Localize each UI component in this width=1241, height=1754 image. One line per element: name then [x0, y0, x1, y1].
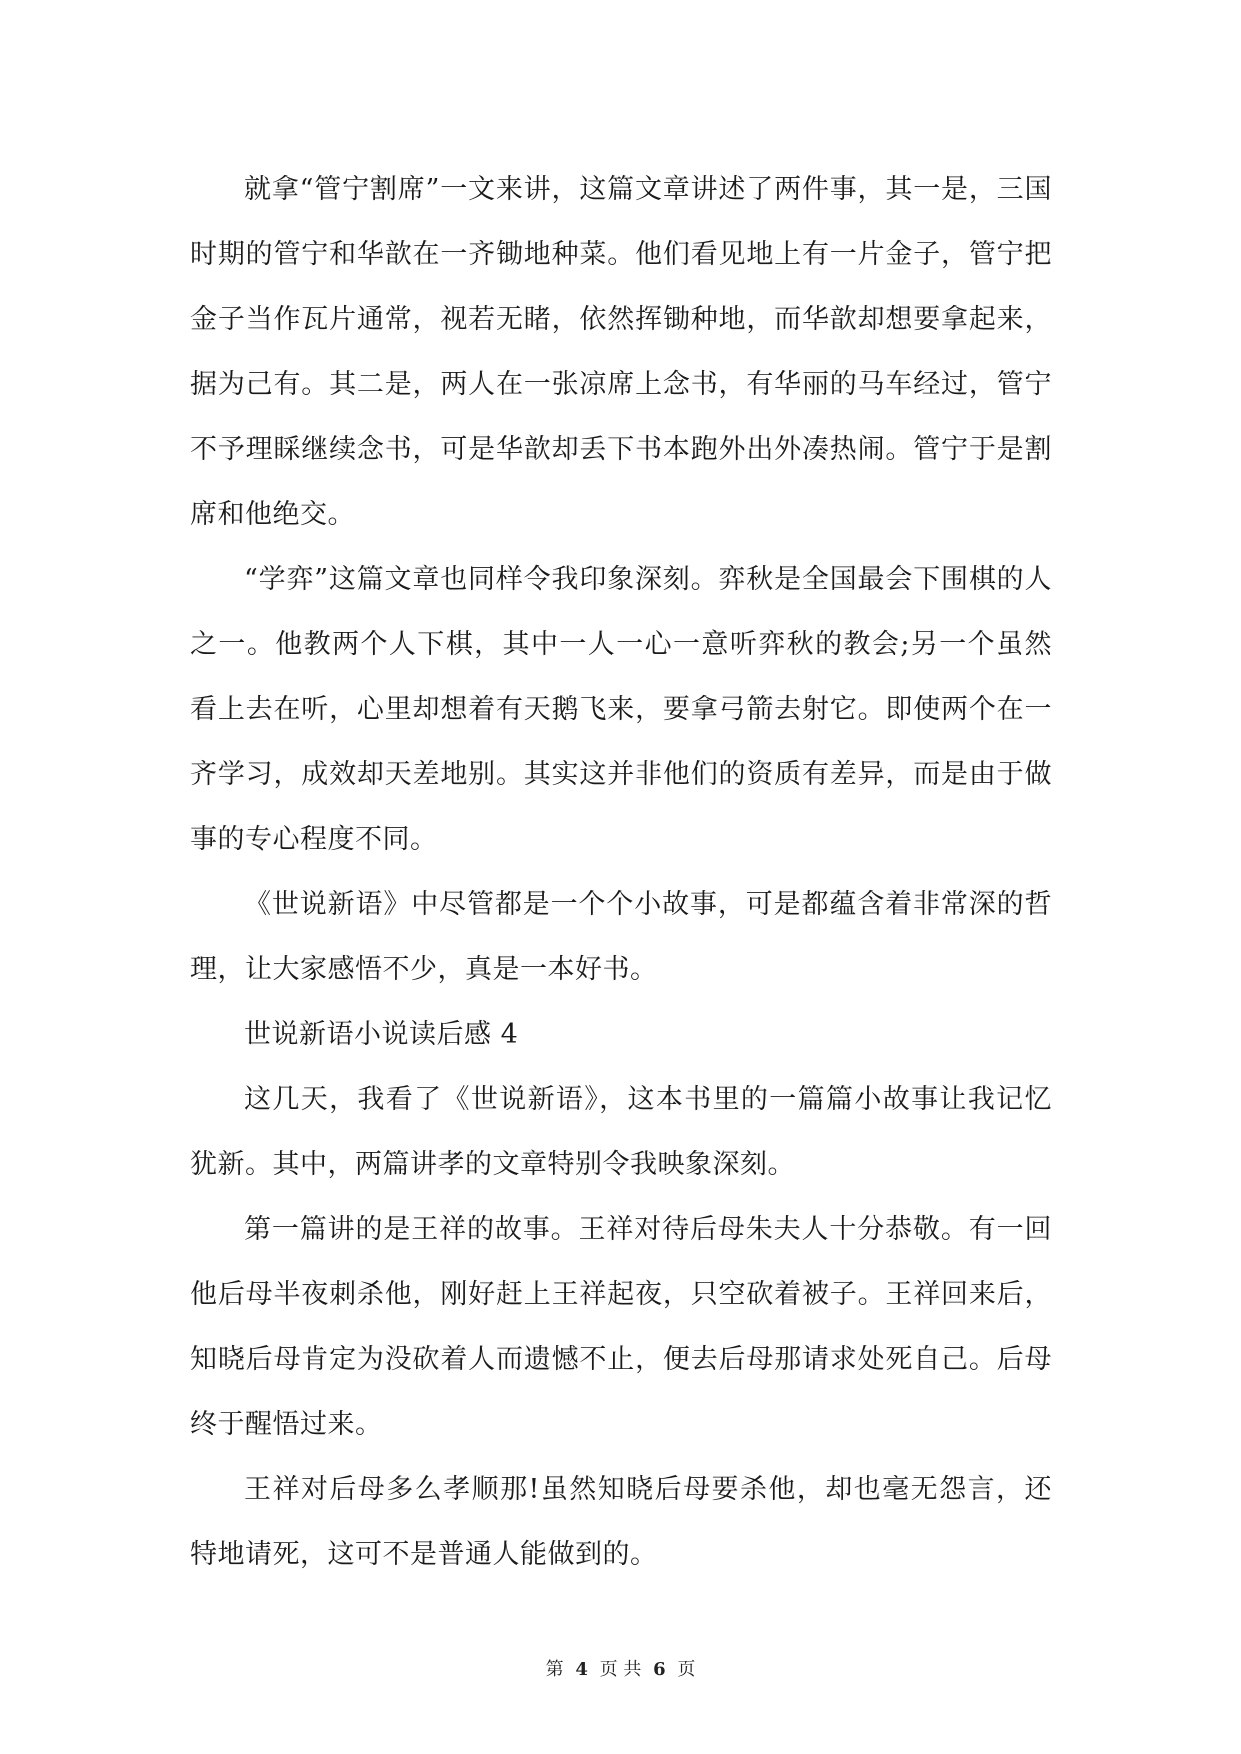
paragraph-wangxiang: 第一篇讲的是王祥的故事。王祥对待后母朱夫人十分恭敬。有一回他后母半夜刺杀他，刚好赶上王祥起夜，只空砍着被子。王祥回来后，知晓后母肯定为没砍着人而遗憾不止，便去后母那请求处死自己。后母终于醒悟过来。	[190, 1214, 1052, 1440]
body-text	[190, 157, 1052, 1587]
footer-prefix: 第	[545, 1659, 564, 1680]
paragraph-xueyi: “学弈”这篇文章也同样令我印象深刻。弈秋是全国最会下围棋的人之一。他教两个人下棋，其中一人一心一意听弈秋的教会;另一个虽然看上去在听，心里却想着有天鹅飞来，要拿弓箭去射它。即使两个在一齐学习，成效却天差地别。其实这并非他们的资质有差异，而是由于做事的专心程度不同。	[190, 564, 1052, 855]
footer-middle: 页 共	[599, 1659, 642, 1680]
total-pages-number: 6	[653, 1659, 666, 1680]
footer-suffix: 页	[677, 1659, 696, 1680]
paragraph-guanning: 就拿“管宁割席”一文来讲，这篇文章讲述了两件事，其一是，三国时期的管宁和华歆在一齐锄地种菜。他们看见地上有一片金子，管宁把金子当作瓦片通常，视若无睹，依然挥锄种地，而华歆却想要拿起来，据为己有。其二是，两人在一张凉席上念书，有华丽的马车经过，管宁不予理睬继续念书，可是华歆却丢下书本跑外出外凑热闹。管宁于是割席和他绝交。	[190, 174, 1052, 530]
current-page-number: 4	[575, 1659, 588, 1680]
paragraph-summary: 《世说新语》中尽管都是一个个小故事，可是都蕴含着非常深的哲理，让大家感悟不少，真是一本好书。	[190, 889, 1052, 985]
page-footer	[0, 1655, 1241, 1681]
section-heading: 世说新语小说读后感 4	[244, 1019, 519, 1050]
paragraph-intro: 这几天，我看了《世说新语》，这本书里的一篇篇小故事让我记忆犹新。其中，两篇讲孝的文章特别令我映象深刻。	[190, 1084, 1052, 1180]
paragraph-reflection: 王祥对后母多么孝顺那!虽然知晓后母要杀他，却也毫无怨言，还特地请死，这可不是普通人能做到的。	[190, 1474, 1052, 1570]
